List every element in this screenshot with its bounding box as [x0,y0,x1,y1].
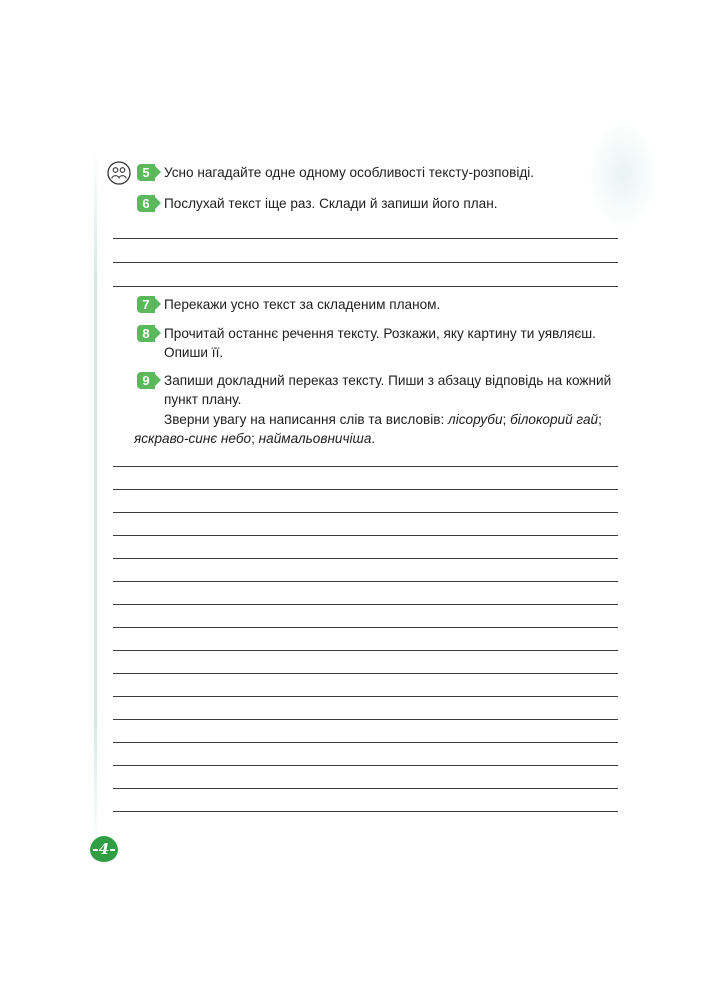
writing-line [113,604,618,605]
period: . [371,431,376,446]
page-number-badge [90,836,118,862]
page-number-dash [93,849,98,851]
task-9-text: Запиши докладний переказ тексту. Пиши з абзацу відповідь на кожний пункт плану. [164,373,612,407]
writing-line [113,765,618,766]
task-7-text: Перекажи усно текст за складеним планом. [164,297,441,312]
separator: ; [251,431,259,446]
writing-line [113,719,618,720]
writing-line [113,742,618,743]
page-edge-shadow [94,150,97,850]
writing-line [113,788,618,789]
background-watermark [588,120,658,230]
writing-line [113,238,618,239]
task-8-number-badge: 8 [137,325,155,342]
writing-line [113,489,618,490]
pair-work-icon [107,161,131,185]
writing-line [113,673,618,674]
writing-line [113,535,618,536]
task-7-number-badge: 7 [137,296,155,313]
writing-line [113,627,618,628]
separator: ; [502,412,511,427]
writing-line [113,286,618,287]
writing-line [113,581,618,582]
vocab-word: яскраво-синє небо [134,431,252,446]
writing-line [113,811,618,812]
writing-line [113,466,618,467]
task-5-number-badge: 5 [137,164,155,181]
task-9-number-badge: 9 [137,372,155,389]
task-5-text: Усно нагадайте одне одному особливості тексту-розповіді. [164,165,535,180]
vocab-word: наймальовничіша [258,431,372,446]
writing-line [113,262,618,263]
page-number: 4 [98,840,110,858]
task-8-text: Прочитай останнє речення тексту. Розкажи, яку картину ти уявляєш. Опиши її. [164,326,596,360]
page-number-dash [110,849,115,851]
vocab-word: лісоруби [448,412,503,427]
task-6-text: Послухай текст іще раз. Склади й запиши його план. [164,196,498,211]
writing-line [113,650,618,651]
writing-line [113,558,618,559]
task-9-note-intro: Зверни увагу на написання слів та висловів: [164,412,449,427]
writing-line [113,696,618,697]
vocab-word: білокорий гай [510,412,599,427]
task-9-note [134,410,620,448]
separator: ; [598,412,602,427]
writing-line [113,512,618,513]
task-6-number-badge: 6 [137,195,155,212]
